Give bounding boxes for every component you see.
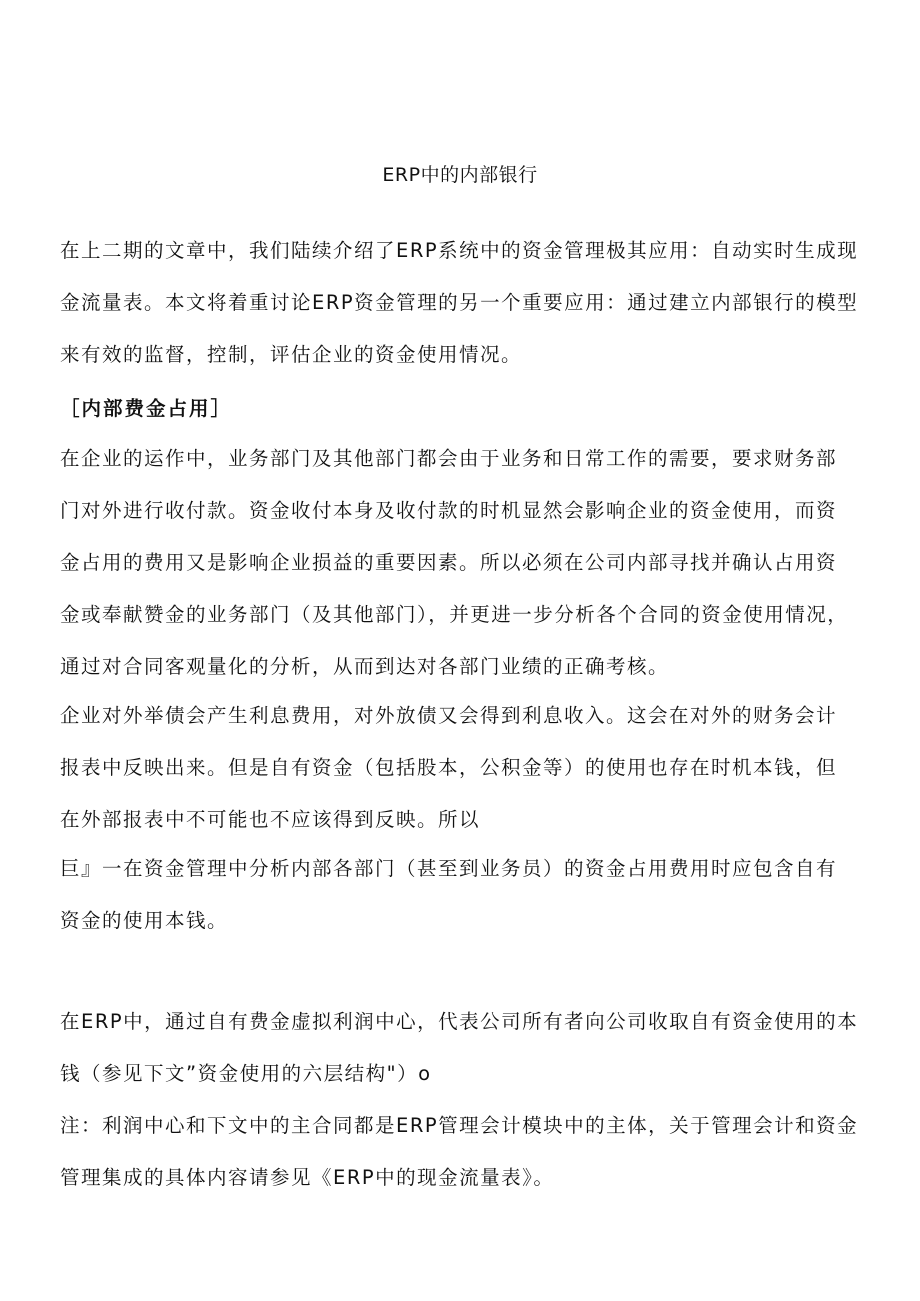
note-paragraph [60, 1100, 860, 1204]
text-line: 在上二期的文章中，我们陆续介绍了ERP系统中的资金管理极其应用：自动实时生成现 [60, 239, 859, 262]
text-line: 钱（参见下文”资金使用的六层结构"）o [60, 1062, 432, 1085]
body-paragraph-1 [60, 433, 860, 693]
text-line: 金流量表。本文将着重讨论ERP资金管理的另一个重要应用：通过建立内部银行的模型 [60, 291, 859, 314]
text-line: 在外部报表中不可能也不应该得到反映。所以 [60, 808, 481, 831]
text-line: 门对外进行收付款。资金收付本身及收付款的时机显然会影响企业的资金使用，而资 [60, 499, 838, 522]
intro-paragraph [60, 225, 860, 381]
text-line: 巨』一在资金管理中分析内部各部门（甚至到业务员）的资金占用费用时应包含自有 [60, 857, 838, 880]
text-line: 通过对合同客观量化的分析，从而到达对各部门业绩的正确考核。 [60, 655, 670, 678]
text-line: 在企业的运作中，业务部门及其他部门都会由于业务和日常工作的需要，要求财务部 [60, 447, 838, 470]
text-line: 在ERP中，通过自有费金虚拟利润中心，代表公司所有者向公司收取自有资金使用的本 [60, 1010, 859, 1033]
text-line: 注：利润中心和下文中的主合同都是ERP管理会计模块中的主体，关于管理会计和资金 [60, 1114, 859, 1137]
body-paragraph-3 [60, 843, 860, 947]
section-heading: ［内部费金占用］ [60, 397, 233, 420]
document-title: ERP中的内部银行 [382, 164, 538, 186]
text-line: 金或奉献赞金的业务部门（及其他部门），并更进一步分析各个合同的资金使用情况， [60, 603, 849, 626]
text-line: 管理集成的具体内容请参见《ERP中的现金流量表》。 [60, 1166, 555, 1189]
body-paragraph-4 [60, 996, 860, 1100]
body-paragraph-2 [60, 690, 860, 846]
text-line: 资金的使用本钱。 [60, 909, 229, 932]
text-line: 来有效的监督，控制，评估企业的资金使用情况。 [60, 343, 523, 366]
text-line: 金占用的费用又是影响企业损益的重要因素。所以必须在公司内部寻找并确认占用资 [60, 551, 838, 574]
text-line: 报表中反映出来。但是自有资金（包括股本，公积金等）的使用也存在时机本钱，但 [60, 756, 838, 779]
text-line: 企业对外举债会产生利息费用，对外放债又会得到利息收入。这会在对外的财务会计 [60, 704, 838, 727]
